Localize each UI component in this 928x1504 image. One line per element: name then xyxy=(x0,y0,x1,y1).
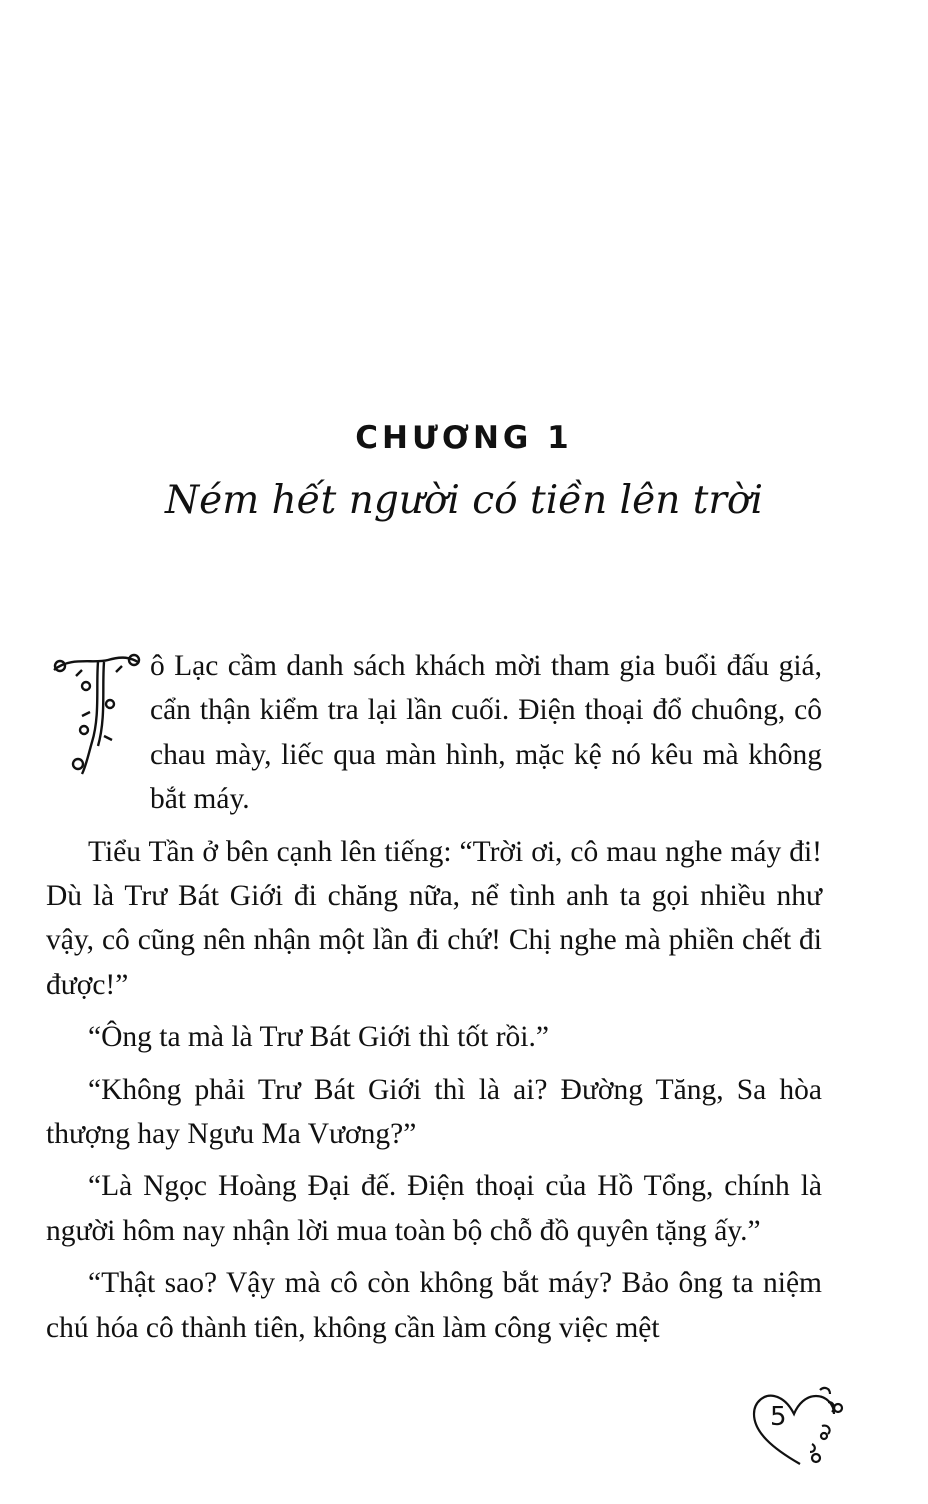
chapter-label: CHƯƠNG 1 xyxy=(355,420,573,456)
paragraph-3: “Ông ta mà là Trư Bát Giới thì tốt rồi.” xyxy=(88,1021,549,1054)
heart-floral-icon xyxy=(742,1384,852,1470)
page-number: 5 xyxy=(770,1402,787,1432)
chapter-title: Ném hết người có tiền lên trời xyxy=(164,478,764,523)
floral-dropcap-icon xyxy=(46,646,142,778)
chapter-body xyxy=(46,644,822,1358)
paragraph-4: “Không phải Trư Bát Giới thì là ai? Đường Tăng, Sa hòa thượng hay Ngưu Ma Vương?” xyxy=(46,1073,822,1151)
paragraph-2: Tiểu Tần ở bên cạnh lên tiếng: “Trời ơi, cô mau nghe máy đi! Dù là Trư Bát Giới đi chăng nữa, nể tình anh ta gọi nhiều như vậy, cô cũng nên nhận một lần đi chứ! Chị nghe mà phiền chết đi được!” xyxy=(46,835,822,1001)
paragraph-6: “Thật sao? Vậy mà cô còn không bắt máy? Bảo ông ta niệm chú hóa cô thành tiên, không cần làm công việc mệt xyxy=(46,1267,822,1344)
paragraph-1: ô Lạc cầm danh sách khách mời tham gia buổi đấu giá, cẩn thận kiểm tra lại lần cuối. Điện thoại đổ chuông, cô chau mày, liếc qua màn hình, mặc kệ nó kêu mà không bắt máy. xyxy=(150,650,822,816)
paragraph-5: “Là Ngọc Hoàng Đại đế. Điện thoại của Hồ Tổng, chính là người hôm nay nhận lời mua toàn bộ chỗ đồ quyên tặng ấy.” xyxy=(46,1170,822,1247)
